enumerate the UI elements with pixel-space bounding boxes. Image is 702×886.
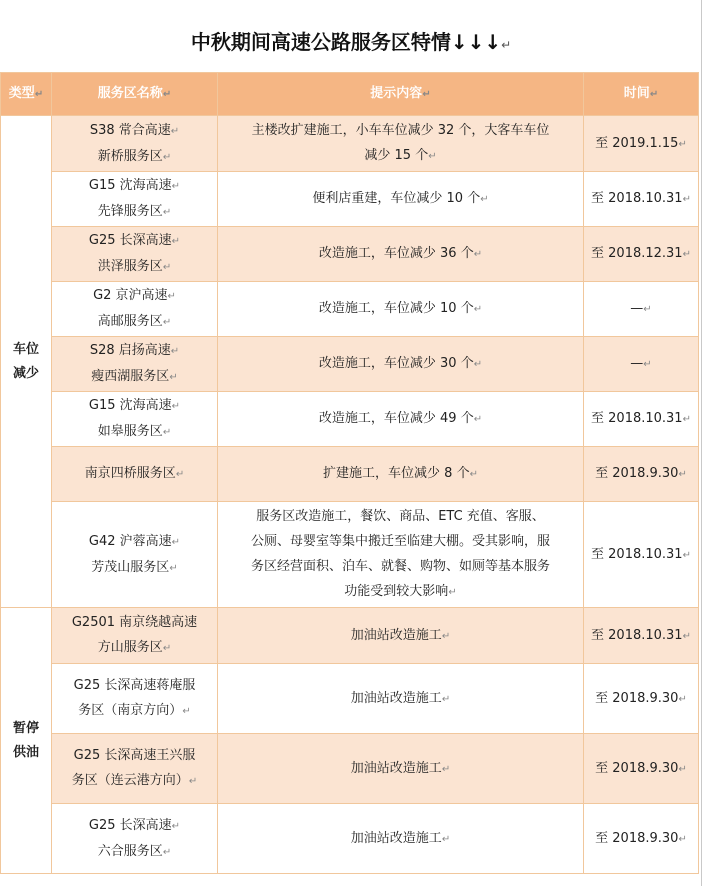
table-row	[1, 282, 699, 337]
time-cell: 至 2018.10.31↵	[584, 172, 699, 227]
name-cell: G25 长深高速↵ 洪泽服务区↵	[52, 227, 218, 282]
name-cell: G25 长深高速↵ 六合服务区↵	[52, 804, 218, 874]
table-row	[1, 172, 699, 227]
tip-cell: 便利店重建，车位减少 10 个↵	[218, 172, 584, 227]
tip-cell: 改造施工，车位减少 36 个↵	[218, 227, 584, 282]
time-cell: 至 2018.10.31↵	[584, 392, 699, 447]
name-cell: G2501 南京绕越高速 方山服务区↵	[52, 608, 218, 664]
tip-cell: 加油站改造施工↵	[218, 608, 584, 664]
name-cell: G42 沪蓉高速↵ 芳茂山服务区↵	[52, 502, 218, 608]
table-row	[1, 116, 699, 172]
tip-cell: 改造施工，车位减少 10 个↵	[218, 282, 584, 337]
time-cell: 至 2018.10.31↵	[584, 502, 699, 608]
table-row	[1, 227, 699, 282]
time-cell: 至 2018.12.31↵	[584, 227, 699, 282]
tip-cell: 改造施工，车位减少 30 个↵	[218, 337, 584, 392]
table-row	[1, 608, 699, 664]
type-cell-fuel: 暂停 供油	[1, 608, 52, 874]
time-cell: 至 2018.9.30↵	[584, 804, 699, 874]
tip-cell: 加油站改造施工↵	[218, 664, 584, 734]
time-cell: —↵	[584, 282, 699, 337]
table-row	[1, 664, 699, 734]
name-cell: G2 京沪高速↵ 高邮服务区↵	[52, 282, 218, 337]
service-area-table	[0, 72, 699, 874]
tip-cell: 服务区改造施工，餐饮、商品、ETC 充值、客服、 公厕、母婴室等集中搬迁至临建大棚。受其影响，服 务区经营面积、泊车、就餐、购物、如厕等基本服务 功能受到较大影响↵	[218, 502, 584, 608]
header-type: 类型↵	[1, 73, 52, 116]
time-cell: 至 2018.9.30↵	[584, 734, 699, 804]
header-time: 时间↵	[584, 73, 699, 116]
table-row	[1, 502, 699, 608]
title-text: 中秋期间高速公路服务区特情↓↓↓	[190, 30, 502, 54]
header-tip: 提示内容↵	[218, 73, 584, 116]
paragraph-mark: ↵	[501, 38, 512, 52]
name-cell: S38 常合高速↵ 新桥服务区↵	[52, 116, 218, 172]
time-cell: 至 2018.9.30↵	[584, 447, 699, 502]
tip-cell: 加油站改造施工↵	[218, 734, 584, 804]
name-cell: G25 长深高速王兴服 务区（连云港方向）↵	[52, 734, 218, 804]
table-row	[1, 734, 699, 804]
name-cell: S28 启扬高速↵ 瘦西湖服务区↵	[52, 337, 218, 392]
tip-cell: 主楼改扩建施工，小车车位减少 32 个，大客车车位 减少 15 个↵	[218, 116, 584, 172]
table-row	[1, 447, 699, 502]
time-cell: 至 2018.9.30↵	[584, 664, 699, 734]
name-cell: 南京四桥服务区↵	[52, 447, 218, 502]
page-title	[0, 26, 702, 58]
name-cell: G15 沈海高速↵ 先锋服务区↵	[52, 172, 218, 227]
table-row	[1, 337, 699, 392]
name-cell: G15 沈海高速↵ 如皋服务区↵	[52, 392, 218, 447]
table-header-row	[1, 73, 699, 116]
time-cell: 至 2018.10.31↵	[584, 608, 699, 664]
name-cell: G25 长深高速蒋庵服 务区（南京方向）↵	[52, 664, 218, 734]
type-cell-parking: 车位 减少	[1, 116, 52, 608]
table-row	[1, 804, 699, 874]
header-name: 服务区名称↵	[52, 73, 218, 116]
time-cell: —↵	[584, 337, 699, 392]
time-cell: 至 2019.1.15↵	[584, 116, 699, 172]
tip-cell: 扩建施工，车位减少 8 个↵	[218, 447, 584, 502]
tip-cell: 加油站改造施工↵	[218, 804, 584, 874]
tip-cell: 改造施工，车位减少 49 个↵	[218, 392, 584, 447]
table-row	[1, 392, 699, 447]
